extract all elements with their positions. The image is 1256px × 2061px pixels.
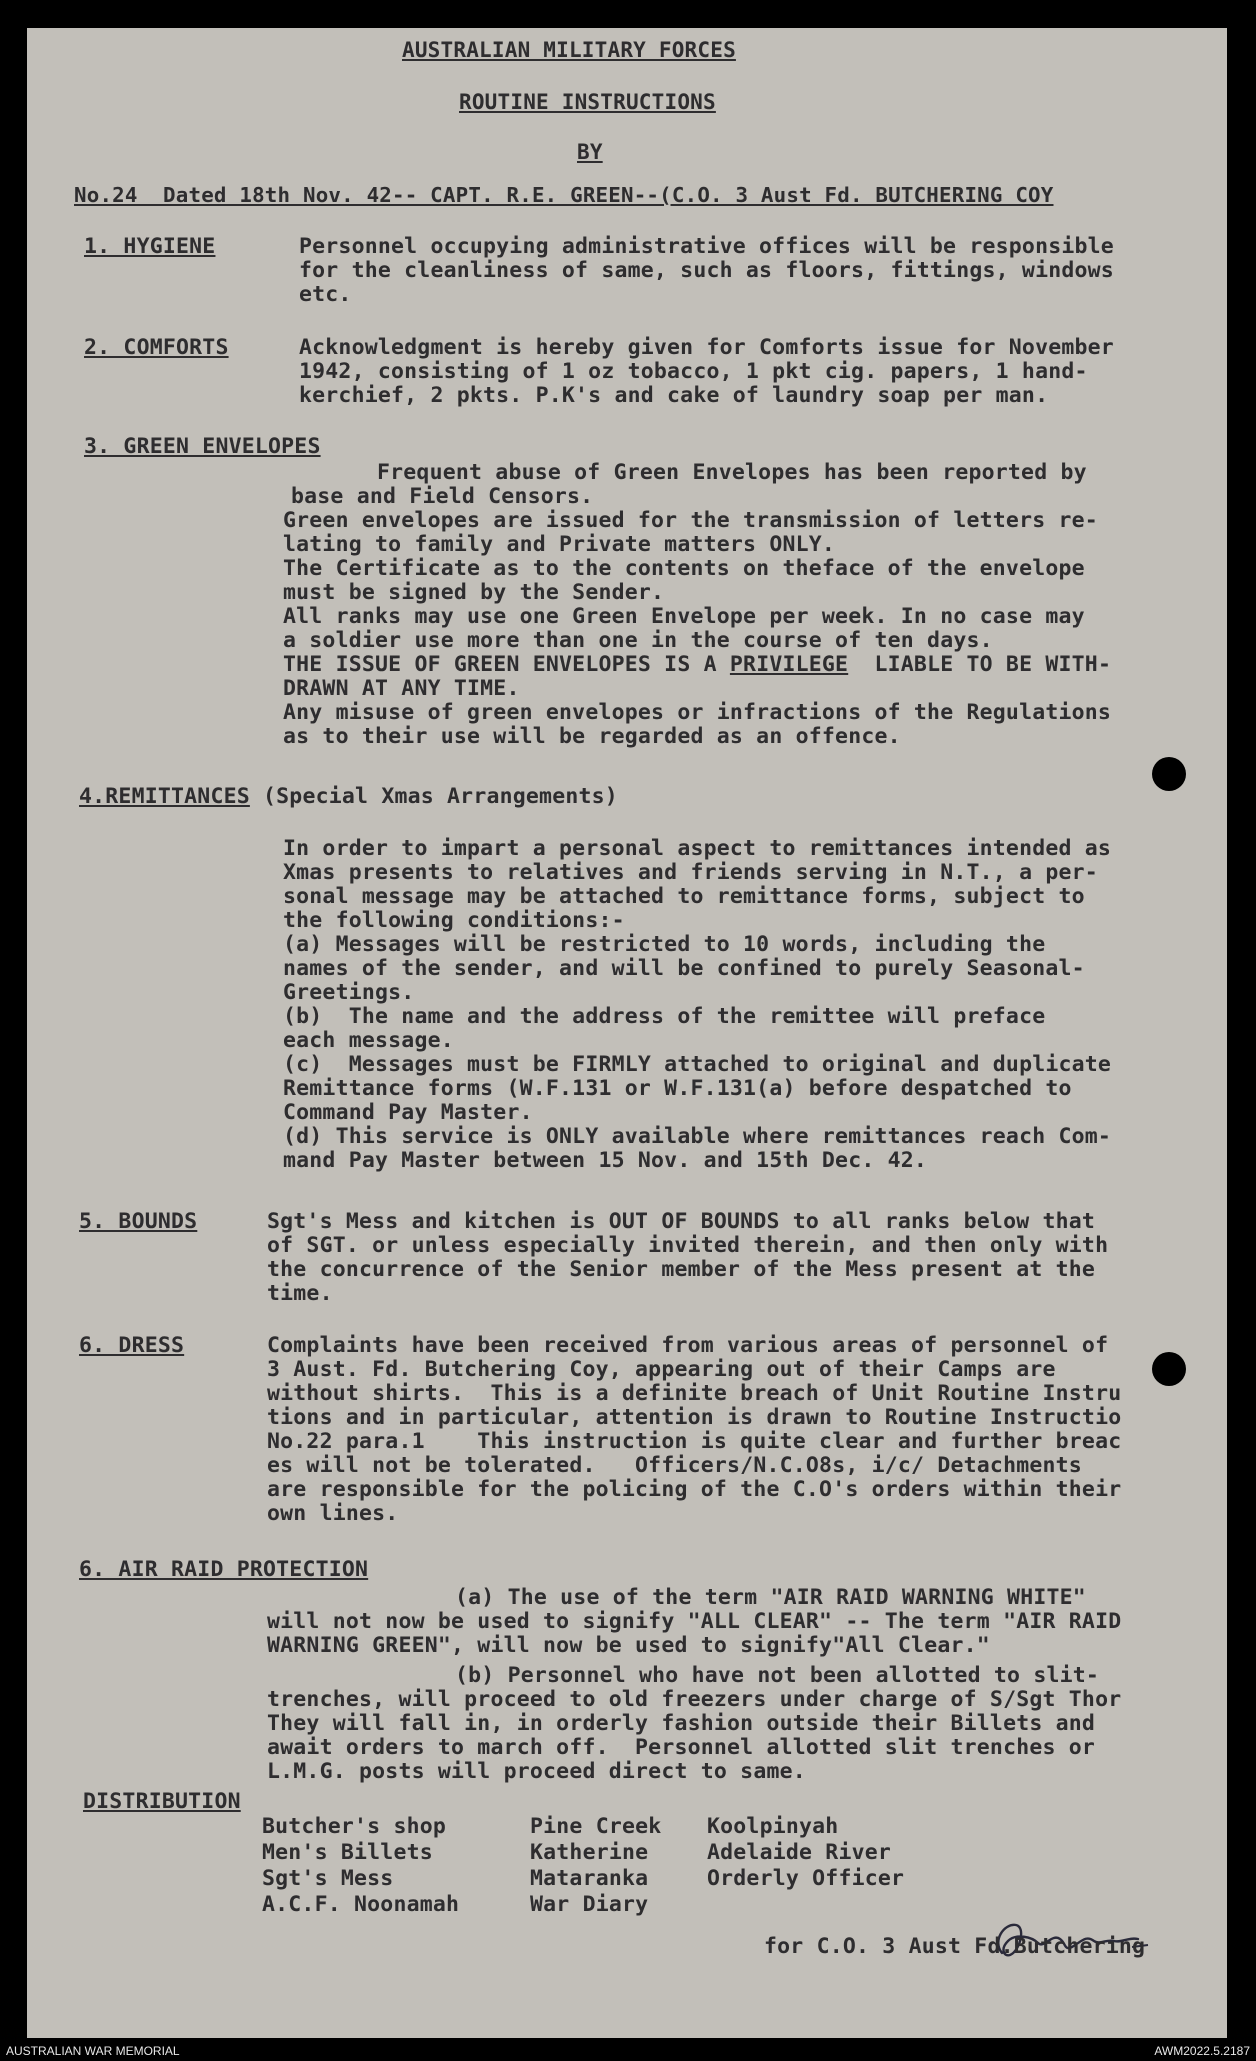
distribution-item: War Diary xyxy=(530,1892,649,1917)
section-2-line: Acknowledgment is hereby given for Comforts issue for November xyxy=(299,335,1114,360)
section-1-line: Personnel occupying administrative offices will be responsible xyxy=(299,234,1114,259)
signature-block: for C.O. 3 Aust Fd.Butchering xyxy=(764,1934,1146,1959)
section-6-line: are responsible for the policing of the C.O's orders within their xyxy=(267,1477,1122,1502)
heading-line-2: ROUTINE INSTRUCTIONS xyxy=(459,90,716,114)
heading-line-4: No.24 Dated 18th Nov. 42-- CAPT. R.E. GREEN--(C.O. 3 Aust Fd. BUTCHERING COY xyxy=(74,183,1054,207)
section-3-line: The Certificate as to the contents on theface of the envelope xyxy=(283,556,1085,581)
section-4-line: (c) Messages must be FIRMLY attached to original and duplicate xyxy=(283,1052,1112,1077)
distribution-label: DISTRIBUTION xyxy=(83,1789,241,1814)
section-4-line: (d) This service is ONLY available where remittances reach Com- xyxy=(283,1124,1112,1149)
section-6-line: es will not be tolerated. Officers/N.C.O8s, i/c/ Detachments xyxy=(267,1453,1082,1478)
section-4-line: (b) The name and the address of the remittee will preface xyxy=(283,1004,1046,1029)
section-3-line xyxy=(283,653,1111,677)
heading-line-3: BY xyxy=(577,140,603,164)
section-4-line: Remittance forms (W.F.131 or W.F.131(a) before despatched to xyxy=(283,1076,1072,1101)
footer-source: AUSTRALIAN WAR MEMORIAL xyxy=(6,2044,180,2058)
section-6-line: No.22 para.1 This instruction is quite clear and further breac xyxy=(267,1429,1122,1454)
section-3-line: Green envelopes are issued for the transmission of letters re- xyxy=(283,508,1098,533)
section-2-line: 1942, consisting of 1 oz tobacco, 1 pkt cig. papers, 1 hand- xyxy=(299,359,1088,384)
section-4-line: names of the sender, and will be confined to purely Seasonal- xyxy=(283,956,1085,981)
section-3-line: must be signed by the Sender. xyxy=(283,580,665,605)
section-4-line: sonal message may be attached to remittance forms, subject to xyxy=(283,884,1085,909)
section-3-line: DRAWN AT ANY TIME. xyxy=(283,676,520,701)
distribution-item: Pine Creek xyxy=(530,1814,662,1839)
footer-id: AWM2022.5.2187 xyxy=(1154,2044,1250,2058)
section-7-line: (a) The use of the term "AIR RAID WARNING WHITE" xyxy=(455,1585,1086,1610)
archive-footer xyxy=(0,2041,1256,2061)
section-6-line: Complaints have been received from various areas of personnel of xyxy=(267,1333,1109,1358)
section-7-label: 6. AIR RAID PROTECTION xyxy=(79,1557,369,1582)
section-4-line: In order to impart a personal aspect to remittances intended as xyxy=(283,836,1112,861)
distribution-item: Butcher's shop xyxy=(262,1814,447,1839)
section-3-line: base and Field Censors. xyxy=(291,484,594,509)
distribution-item: Orderly Officer xyxy=(707,1866,905,1891)
section-4-heading xyxy=(79,785,618,809)
section-4-line: (a) Messages will be restricted to 10 words, including the xyxy=(283,932,1046,957)
distribution-item: Sgt's Mess xyxy=(262,1866,394,1891)
section-7-line: (b) Personnel who have not been allotted to slit- xyxy=(455,1663,1100,1688)
section-4-label: 4.REMITTANCES xyxy=(79,784,250,809)
section-3-line: Frequent abuse of Green Envelopes has been reported by xyxy=(377,460,1087,485)
section-5-line: the concurrence of the Senior member of the Mess present at the xyxy=(267,1257,1096,1282)
section-3-line: as to their use will be regarded as an offence. xyxy=(283,724,901,749)
section-4-line: each message. xyxy=(283,1028,454,1053)
section-4-line: Greetings. xyxy=(283,980,415,1005)
section-7-line: will not now be used to signify "ALL CLEAR" -- The term "AIR RAID xyxy=(267,1609,1122,1634)
punch-hole xyxy=(1152,1352,1186,1386)
distribution-item: Koolpinyah xyxy=(707,1814,839,1839)
section-3-text: THE ISSUE OF GREEN ENVELOPES IS A xyxy=(283,652,730,677)
distribution-item: Mataranka xyxy=(530,1866,649,1891)
section-3-line: lating to family and Private matters ONLY. xyxy=(283,532,836,557)
distribution-item: A.C.F. Noonamah xyxy=(262,1892,460,1917)
section-4-sublabel: (Special Xmas Arrangements) xyxy=(249,784,618,809)
section-3-label: 3. GREEN ENVELOPES xyxy=(84,434,321,459)
section-1-line: etc. xyxy=(299,282,352,307)
section-5-label: 5. BOUNDS xyxy=(79,1209,198,1234)
section-1-line: for the cleanliness of same, such as floors, fittings, windows xyxy=(299,258,1114,283)
section-6-line: own lines. xyxy=(267,1501,399,1526)
section-1-label: 1. HYGIENE xyxy=(84,234,216,259)
section-7-line: WARNING GREEN", will now be used to signify"All Clear." xyxy=(267,1633,990,1658)
section-6-label: 6. DRESS xyxy=(79,1333,185,1358)
heading-line-1: AUSTRALIAN MILITARY FORCES xyxy=(402,38,736,62)
section-4-line: mand Pay Master between 15 Nov. and 15th Dec. 42. xyxy=(283,1148,928,1173)
section-4-line: the following conditions:- xyxy=(283,908,625,933)
section-4-line: Command Pay Master. xyxy=(283,1100,533,1125)
distribution-item: Katherine xyxy=(530,1840,649,1865)
section-7-line: They will fall in, in orderly fashion outside their Billets and xyxy=(267,1711,1096,1736)
section-4-line: Xmas presents to relatives and friends serving in N.T., a per- xyxy=(283,860,1098,885)
document-page xyxy=(27,28,1227,2038)
section-5-line: time. xyxy=(267,1281,333,1306)
section-3-line: Any misuse of green envelopes or infractions of the Regulations xyxy=(283,700,1112,725)
privilege-underlined: PRIVILEGE xyxy=(729,652,849,677)
section-3-line: All ranks may use one Green Envelope per week. In no case may xyxy=(283,604,1085,629)
punch-hole xyxy=(1152,757,1186,791)
section-6-line: tions and in particular, attention is drawn to Routine Instructio xyxy=(267,1405,1122,1430)
section-3-line: a soldier use more than one in the course of ten days. xyxy=(283,628,993,653)
distribution-item: Adelaide River xyxy=(707,1840,892,1865)
section-7-line: L.M.G. posts will proceed direct to same. xyxy=(267,1759,806,1784)
section-7-line: trenches, will proceed to old freezers under charge of S/Sgt Thor xyxy=(267,1687,1122,1712)
section-5-line: of SGT. or unless especially invited therein, and then only with xyxy=(267,1233,1109,1258)
section-7-line: await orders to march off. Personnel allotted slit trenches or xyxy=(267,1735,1096,1760)
distribution-item: Men's Billets xyxy=(262,1840,433,1865)
section-2-line: kerchief, 2 pkts. P.K's and cake of laundry soap per man. xyxy=(299,383,1049,408)
section-2-label: 2. COMFORTS xyxy=(84,335,229,360)
section-3-text: LIABLE TO BE WITH- xyxy=(848,652,1112,677)
section-6-line: 3 Aust. Fd. Butchering Coy, appearing out of their Camps are xyxy=(267,1357,1056,1382)
section-6-line: without shirts. This is a definite breach of Unit Routine Instru xyxy=(267,1381,1122,1406)
section-5-line: Sgt's Mess and kitchen is OUT OF BOUNDS to all ranks below that xyxy=(267,1209,1096,1234)
